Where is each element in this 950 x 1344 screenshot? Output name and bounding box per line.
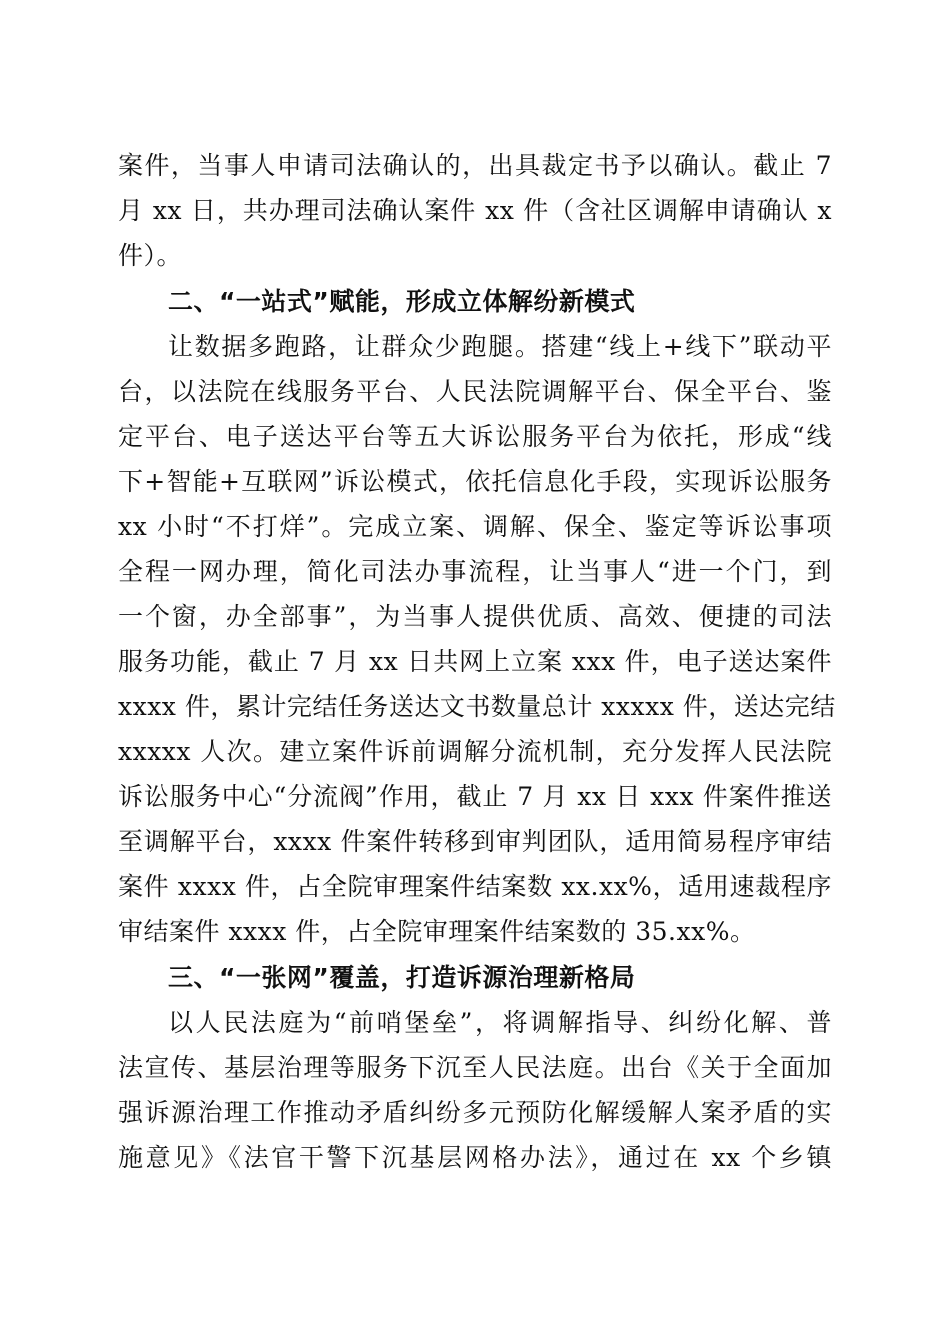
paragraph-line: 让数据多跑路，让群众少跑腿。搭建“线上+线下”联动平 — [168, 332, 832, 361]
paragraph-line: 至调解平台，xxxx 件案件转移到审判团队，适用简易程序审结 — [118, 827, 832, 856]
paragraph-line: 案件，当事人申请司法确认的，出具裁定书予以确认。截止 7 — [118, 151, 832, 180]
paragraph-line: 审结案件 xxxx 件，占全院审理案件结案数的 35.xx%。 — [118, 917, 756, 946]
section-heading: 二、“一站式”赋能，形成立体解纷新模式 — [168, 287, 636, 316]
paragraph-line: 案件 xxxx 件，占全院审理案件结案数 xx.xx%，适用速裁程序 — [118, 872, 832, 901]
paragraph-line: 一个窗，办全部事”，为当事人提供优质、高效、便捷的司法 — [118, 602, 832, 631]
section-heading: 三、“一张网”覆盖，打造诉源治理新格局 — [168, 963, 636, 992]
paragraph-line: 台，以法院在线服务平台、人民法院调解平台、保全平台、鉴 — [118, 377, 832, 406]
paragraph-line: 月 xx 日，共办理司法确认案件 xx 件（含社区调解申请确认 x — [118, 196, 832, 225]
paragraph-line: 诉讼服务中心“分流阀”作用，截止 7 月 xx 日 xxx 件案件推送 — [118, 782, 832, 811]
paragraph-line: 以人民法庭为“前哨堡垒”，将调解指导、纠纷化解、普 — [168, 1008, 832, 1037]
paragraph-line: 定平台、电子送达平台等五大诉讼服务平台为依托，形成“线 — [118, 422, 832, 451]
paragraph-line: 强诉源治理工作推动矛盾纠纷多元预防化解缓解人案矛盾的实 — [118, 1098, 832, 1127]
paragraph-line: xx 小时“不打烊”。完成立案、调解、保全、鉴定等诉讼事项 — [118, 512, 832, 541]
paragraph-line: xxxx 件，累计完结任务送达文书数量总计 xxxxx 件，送达完结 — [118, 692, 836, 721]
paragraph-line: xxxxx 人次。建立案件诉前调解分流机制，充分发挥人民法院 — [118, 737, 832, 766]
paragraph-line: 全程一网办理，简化司法办事流程，让当事人“进一个门，到 — [118, 557, 832, 586]
paragraph-line: 件）。 — [118, 241, 183, 270]
paragraph-line: 下+智能+互联网”诉讼模式，依托信息化手段，实现诉讼服务 — [118, 467, 832, 496]
paragraph-line: 施意见》《法官干警下沉基层网格办法》，通过在 xx 个乡镇 — [118, 1143, 832, 1172]
paragraph-line: 服务功能，截止 7 月 xx 日共网上立案 xxx 件，电子送达案件 — [118, 647, 832, 676]
paragraph-line: 法宣传、基层治理等服务下沉至人民法庭。出台《关于全面加 — [118, 1053, 832, 1082]
